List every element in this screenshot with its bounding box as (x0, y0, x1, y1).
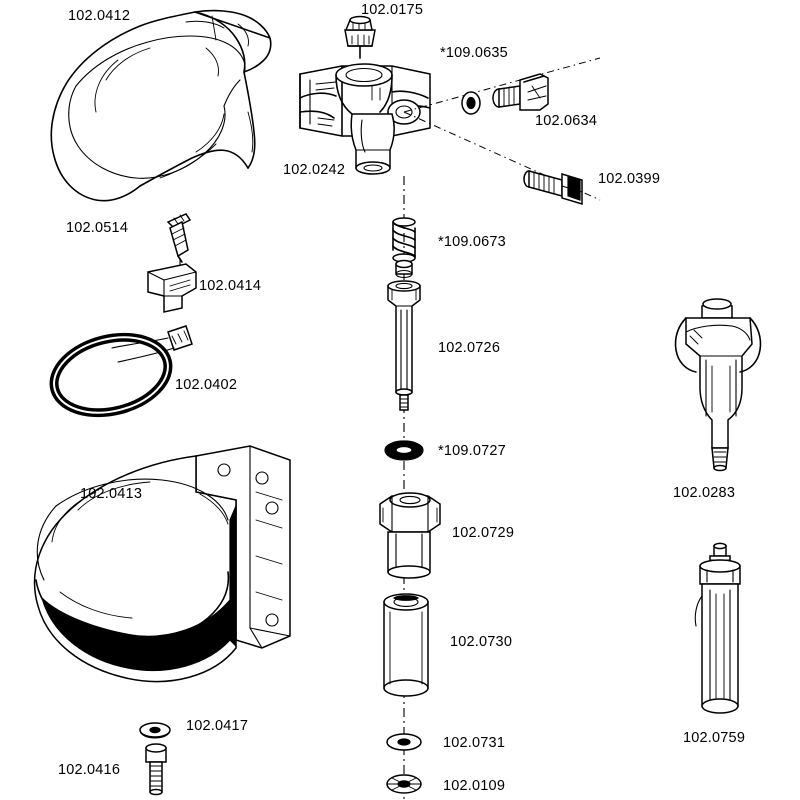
part-drawing-102-0417 (140, 723, 170, 738)
part-drawing-102-0634 (493, 74, 548, 110)
part-drawing-109-0727 (385, 441, 423, 460)
part-drawing-102-0729 (380, 493, 440, 578)
part-label-102-0634: 102.0634 (535, 113, 598, 129)
part-label-102-0729: 102.0729 (452, 525, 515, 541)
part-label-102-0730: 102.0730 (450, 634, 513, 650)
part-label-109-0635: *109.0635 (440, 45, 508, 61)
part-label-102-0726: 102.0726 (438, 340, 501, 356)
part-label-102-0399: 102.0399 (598, 171, 661, 187)
part-label-102-0417: 102.0417 (186, 718, 249, 734)
part-label-102-0416: 102.0416 (58, 762, 121, 778)
part-label-102-0412: 102.0412 (68, 8, 131, 24)
part-drawing-102-0175 (345, 17, 375, 59)
part-label-102-0283: 102.0283 (673, 485, 736, 501)
part-drawing-102-0412 (51, 11, 270, 201)
part-drawing-102-0399 (524, 171, 582, 204)
part-drawing-102-0731 (387, 734, 421, 750)
part-label-102-0109: 102.0109 (443, 778, 506, 794)
part-label-102-0413: 102.0413 (80, 486, 143, 502)
part-label-102-0242: 102.0242 (283, 162, 346, 178)
part-label-102-0402: 102.0402 (175, 377, 238, 393)
part-label-102-0731: 102.0731 (443, 735, 506, 751)
part-drawing-102-0109 (387, 775, 421, 793)
part-drawing-102-0242 (300, 64, 430, 174)
part-drawing-102-0726 (388, 281, 420, 410)
part-label-102-0514: 102.0514 (66, 220, 129, 236)
part-label-102-0759: 102.0759 (683, 730, 746, 746)
part-drawing-102-0416 (146, 744, 166, 795)
part-drawing-102-0283 (675, 299, 760, 471)
part-drawing-102-0759 (695, 543, 740, 713)
part-drawing-102-0413 (35, 446, 290, 681)
part-drawing-102-0402 (46, 326, 192, 424)
part-label-109-0727: *109.0727 (438, 443, 506, 459)
part-label-109-0673: *109.0673 (438, 234, 506, 250)
part-label-102-0175: 102.0175 (361, 2, 424, 18)
part-label-102-0414: 102.0414 (199, 278, 262, 294)
part-drawing-102-0414 (148, 264, 196, 312)
part-drawing-102-0730 (384, 594, 428, 696)
part-drawing-109-0635 (462, 92, 480, 114)
